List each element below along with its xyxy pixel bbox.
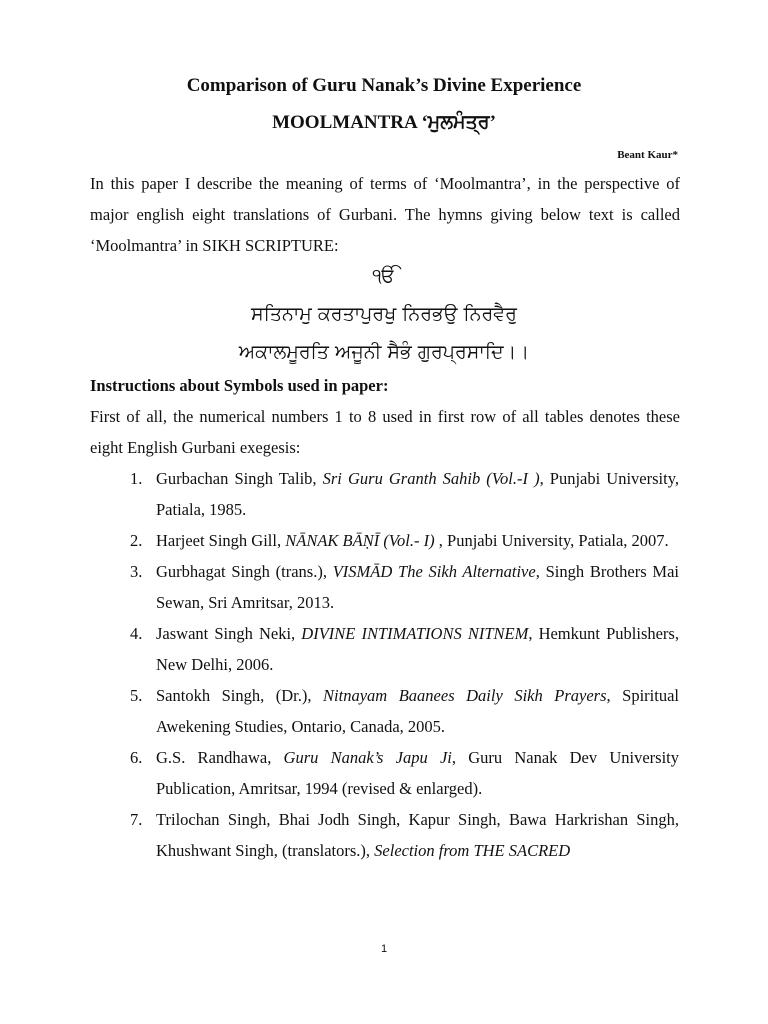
ref-author: G.S. Randhawa, xyxy=(156,748,284,767)
list-number: 3. xyxy=(130,562,143,581)
document-subtitle: MOOLMANTRA ‘ਮੁਲਮੰਤ੍ਰ’ xyxy=(272,112,496,133)
page-number: 1 xyxy=(380,943,388,955)
ref-publisher: , Punjabi University, Patiala, 1985. xyxy=(156,469,679,519)
list-item xyxy=(130,742,679,804)
ref-title: Guru Nanak’s Japu Ji xyxy=(283,748,452,767)
list-number: 1. xyxy=(130,469,143,488)
reference-list xyxy=(130,463,679,866)
ref-publisher: , Guru Nanak Dev University Publication, Amritsar, 1994 (revised & enlarged). xyxy=(156,748,680,798)
ref-author: Santokh Singh, (Dr.), xyxy=(156,686,324,705)
gurmukhi-line-3: ਅਕਾਲਮੂਰਤਿ ਅਜੂਨੀ ਸੈਭੰ ਗੁਰਪ੍ਰਸਾਦਿ।। xyxy=(238,341,530,363)
ref-publisher: , Singh Brothers Mai Sewan, Sri Amritsar, 2013. xyxy=(156,562,679,612)
ref-publisher: , Punjabi University, Patiala, 2007. xyxy=(434,531,669,550)
ref-author: Gurbhagat Singh (trans.), xyxy=(156,562,333,581)
ref-title: Nitnayam Baanees Daily Sikh Prayers xyxy=(323,686,607,705)
list-number: 7. xyxy=(130,810,143,829)
document-title: Comparison of Guru Nanak’s Divine Experience xyxy=(186,75,582,96)
ref-author: Gurbachan Singh Talib, xyxy=(156,469,323,488)
list-item xyxy=(130,804,679,866)
gurmukhi-line-2: ਸਤਿਨਾਮੁ ਕਰਤਾਪੁਰਖੁ ਨਿਰਭਉ ਨਿਰਵੈਰੁ xyxy=(251,303,517,325)
author-name: Beant Kaur* xyxy=(617,149,678,161)
ref-title: Selection from THE SACRED xyxy=(374,841,571,860)
ref-title: NĀNAK BĀṆĪ (Vol.- I) xyxy=(285,531,435,550)
ref-author: Harjeet Singh Gill, xyxy=(156,531,286,550)
ref-title: VISMĀD The Sikh Alternative xyxy=(332,562,536,581)
symbols-paragraph: First of all, the numerical numbers 1 to 8 used in first row of all tables denotes these eight English Gurbani exegesis: xyxy=(90,407,680,457)
ref-title: DIVINE INTIMATIONS NITNEM xyxy=(301,624,529,643)
list-item xyxy=(130,556,679,618)
ref-publisher: , Spiritual Awekening Studies, Ontario, Canada, 2005. xyxy=(156,686,679,736)
intro-paragraph: In this paper I describe the meaning of terms of ‘Moolmantra’, in the perspective of major english eight translations of Gurbani. The hymns giving below text is called ‘Moolmantra’ in SIKH SCRIPTURE: xyxy=(90,174,680,255)
list-number: 5. xyxy=(130,686,143,705)
list-number: 6. xyxy=(130,748,143,767)
ref-author: Trilochan Singh, Bhai Jodh Singh, Kapur Singh, Bawa Harkrishan Singh, Khushwant Singh, (translators.), xyxy=(156,810,679,860)
ref-author: Jaswant Singh Neki, xyxy=(156,624,302,643)
section-heading: Instructions about Symbols used in paper: xyxy=(90,376,389,395)
list-item xyxy=(130,463,679,525)
list-item xyxy=(130,680,679,742)
list-number: 4. xyxy=(130,624,143,643)
ref-publisher: , Hemkunt Publishers, New Delhi, 2006. xyxy=(156,624,679,674)
list-item xyxy=(130,618,679,680)
ref-title: Sri Guru Granth Sahib (Vol.-I ) xyxy=(322,469,540,488)
list-number: 2. xyxy=(130,531,143,550)
gurmukhi-line-1: ੴ xyxy=(372,265,396,287)
list-item xyxy=(130,525,679,556)
